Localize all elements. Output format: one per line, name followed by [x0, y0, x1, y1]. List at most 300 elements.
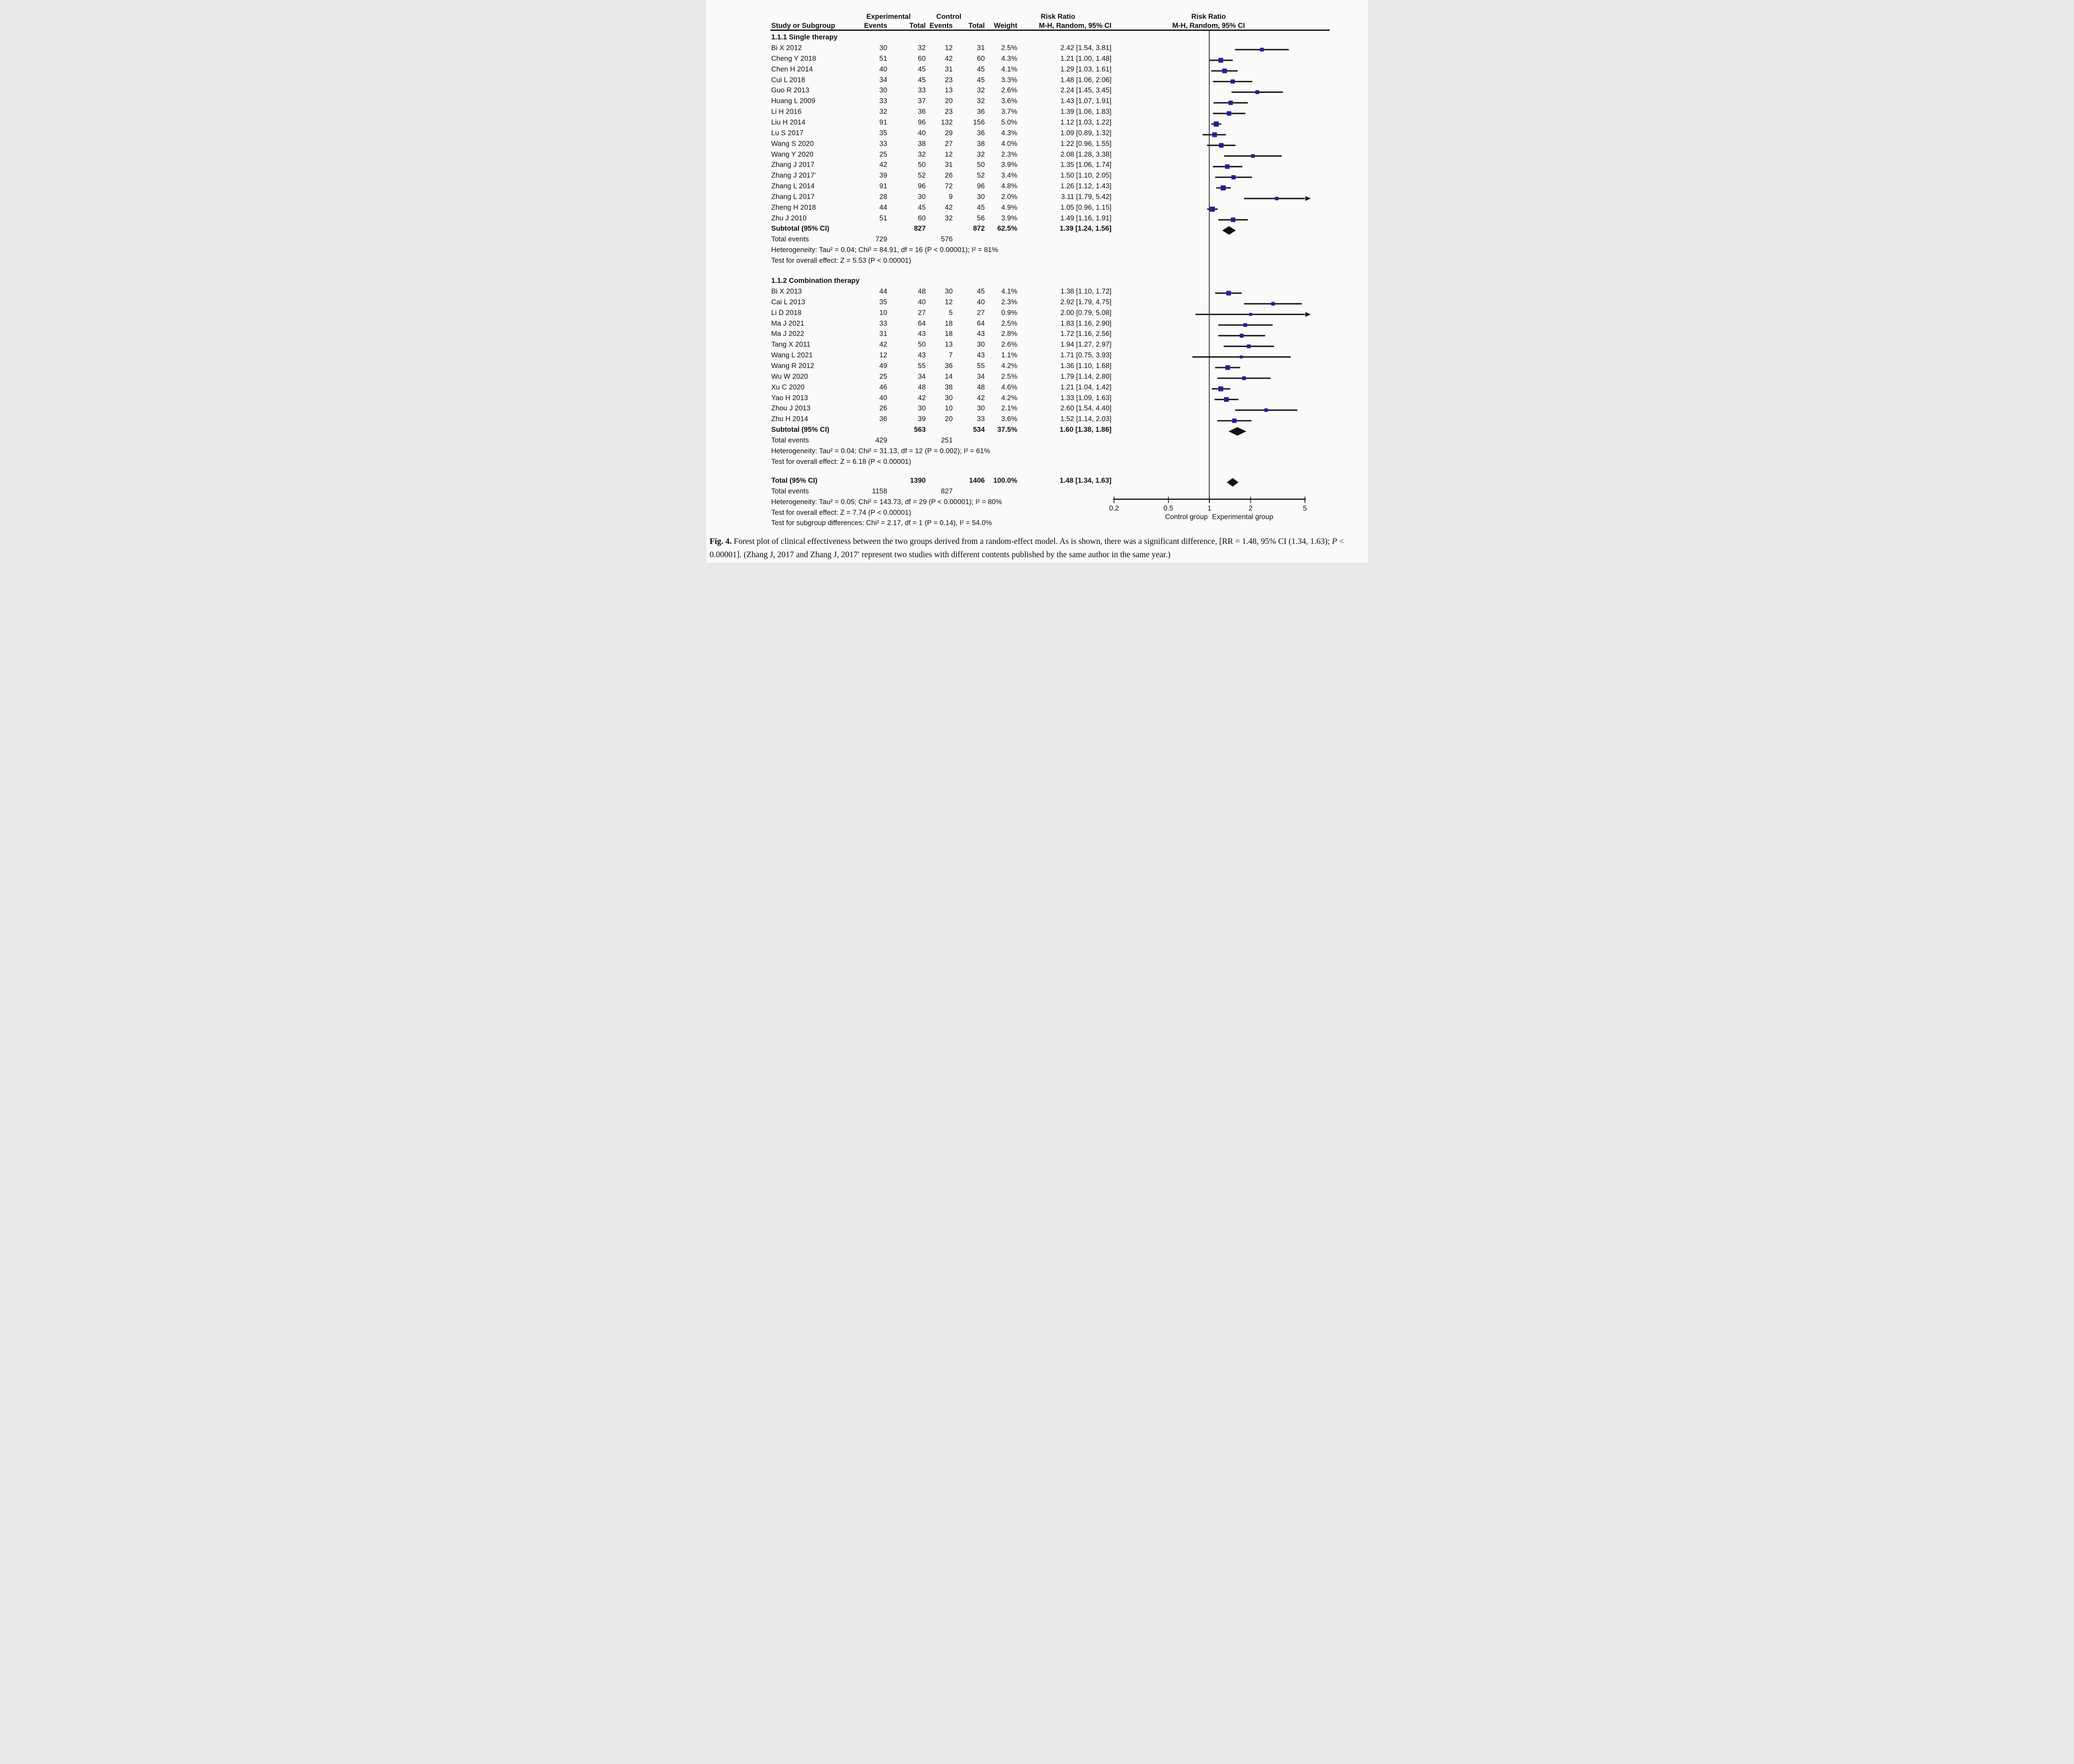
- study-exp-total: 96: [918, 182, 926, 190]
- study-ctrl-total: 38: [977, 140, 985, 148]
- effect-marker: [1247, 344, 1251, 348]
- overall-effect-test: Test for overall effect: Z = 6.18 (P < 0.00001): [771, 457, 911, 466]
- study-label: Wu W 2020: [771, 372, 808, 380]
- axis-tick-label: 1: [1207, 505, 1212, 512]
- study-exp-events: 34: [879, 76, 887, 84]
- study-exp-events: 30: [879, 86, 887, 95]
- effect-marker: [1240, 334, 1244, 338]
- study-rr-ci: 1.38 [1.10, 1.72]: [1060, 288, 1111, 295]
- study-exp-total: 60: [918, 54, 926, 62]
- study-exp-total: 64: [918, 319, 926, 327]
- study-exp-total: 96: [918, 118, 926, 126]
- study-ctrl-total: 50: [977, 161, 985, 169]
- study-ctrl-events: 9: [948, 193, 953, 201]
- study-ctrl-events: 72: [945, 182, 953, 190]
- study-ctrl-total: 36: [977, 108, 985, 116]
- study-weight: 5.0%: [1001, 118, 1017, 126]
- study-ctrl-total: 30: [977, 193, 985, 201]
- heterogeneity-stat: Heterogeneity: Tau² = 0.04; Chi² = 31.13, df = 12 (P = 0.002); I² = 61%: [771, 447, 990, 455]
- study-ctrl-total: 27: [977, 309, 985, 317]
- effect-marker: [1231, 175, 1236, 179]
- study-ctrl-events: 12: [945, 44, 953, 52]
- study-exp-events: 91: [879, 118, 887, 126]
- study-exp-events: 40: [879, 65, 887, 73]
- study-ctrl-events: 42: [945, 54, 953, 62]
- header-ctrl-total: Total: [968, 22, 985, 30]
- axis-tick-label: 2: [1248, 505, 1253, 512]
- effect-marker: [1212, 132, 1217, 137]
- study-ctrl-events: 12: [945, 150, 953, 158]
- study-label: Li D 2018: [771, 309, 802, 317]
- study-rr-ci: 2.42 [1.54, 3.81]: [1060, 44, 1111, 52]
- study-label: Wang L 2021: [771, 351, 813, 359]
- study-exp-events: 30: [879, 44, 887, 52]
- effect-marker: [1275, 197, 1278, 200]
- study-ctrl-events: 31: [945, 161, 953, 169]
- effect-marker: [1228, 101, 1233, 105]
- total-events-ctrl: 576: [941, 235, 953, 244]
- study-rr-ci: 2.08 [1.28, 3.38]: [1060, 150, 1111, 158]
- study-rr-ci: 1.26 [1.12, 1.43]: [1060, 182, 1111, 190]
- study-rr-ci: 1.48 [1.06, 2.06]: [1060, 76, 1111, 84]
- effect-marker: [1222, 68, 1227, 73]
- study-ctrl-events: 36: [945, 362, 953, 370]
- study-ctrl-total: 60: [977, 54, 985, 62]
- subtotal-rr-ci: 1.60 [1.38, 1.86]: [1059, 426, 1111, 434]
- study-exp-total: 36: [918, 108, 926, 116]
- study-exp-total: 60: [918, 214, 926, 222]
- total-events-ctrl: 251: [941, 436, 953, 444]
- study-rr-ci: 1.71 [0.75, 3.93]: [1060, 351, 1111, 359]
- subgroup-differences-test: Test for subgroup differences: Chi² = 2.17, df = 1 (P = 0.14), I² = 54.0%: [771, 519, 992, 527]
- effect-marker: [1264, 408, 1268, 412]
- study-exp-total: 45: [918, 203, 926, 211]
- study-weight: 4.3%: [1001, 54, 1017, 62]
- study-label: Ma J 2021: [771, 319, 805, 327]
- study-rr-ci: 1.21 [1.04, 1.42]: [1060, 383, 1111, 391]
- study-ctrl-total: 33: [977, 415, 985, 423]
- header-study-or-subgroup: Study or Subgroup: [771, 22, 835, 30]
- study-ctrl-total: 32: [977, 86, 985, 95]
- effect-marker: [1232, 419, 1236, 423]
- study-weight: 2.1%: [1001, 404, 1017, 413]
- header-exp-total: Total: [909, 22, 926, 30]
- study-weight: 3.9%: [1001, 161, 1017, 169]
- effect-marker: [1218, 58, 1223, 62]
- study-ctrl-events: 42: [945, 203, 953, 211]
- figure-caption: [710, 535, 1365, 561]
- study-weight: 2.3%: [1001, 298, 1017, 306]
- study-label: Zhou J 2013: [771, 404, 811, 413]
- study-label: Cai L 2013: [771, 298, 805, 306]
- study-ctrl-total: 32: [977, 97, 985, 105]
- study-rr-ci: 1.94 [1.27, 2.97]: [1060, 341, 1111, 349]
- study-label: Yao H 2013: [771, 394, 808, 402]
- header-weight: Weight: [994, 22, 1017, 30]
- effect-marker: [1218, 386, 1223, 391]
- total-exp-total: 1390: [910, 477, 926, 484]
- header-risk-ratio-left: Risk Ratio: [1040, 13, 1076, 21]
- study-label: Huang L 2009: [771, 97, 816, 105]
- study-weight: 3.4%: [1001, 172, 1017, 180]
- study-ctrl-total: 52: [977, 172, 985, 180]
- study-rr-ci: 2.24 [1.45, 3.45]: [1060, 86, 1111, 95]
- study-ctrl-total: 32: [977, 150, 985, 158]
- study-label: Li H 2016: [771, 108, 802, 116]
- subtotal-exp-total: 563: [914, 426, 926, 434]
- effect-marker: [1242, 376, 1246, 380]
- study-ctrl-total: 30: [977, 404, 985, 413]
- study-exp-events: 42: [879, 341, 887, 349]
- effect-marker: [1214, 122, 1219, 127]
- study-exp-total: 37: [918, 97, 926, 105]
- study-ctrl-events: 38: [945, 383, 953, 391]
- effect-marker: [1221, 185, 1226, 190]
- figure-caption-text-1: Forest plot of clinical effectiveness between the two groups derived from a random-effect model. As is shown, there was a significant difference, [RR = 1.48, 95% CI (1.34, 1.63);: [731, 537, 1332, 546]
- study-exp-events: 33: [879, 319, 887, 327]
- effect-marker: [1224, 397, 1229, 402]
- study-exp-total: 33: [918, 86, 926, 95]
- study-exp-total: 30: [918, 193, 926, 201]
- study-rr-ci: 1.52 [1.14, 2.03]: [1060, 415, 1111, 423]
- study-rr-ci: 1.29 [1.03, 1.61]: [1060, 65, 1111, 73]
- study-exp-total: 40: [918, 129, 926, 137]
- grand-overall-effect-test: Test for overall effect: Z = 7.74 (P < 0.00001): [771, 508, 911, 517]
- study-label: Zhang L 2014: [771, 182, 815, 190]
- study-ctrl-total: 55: [977, 362, 985, 370]
- study-exp-events: 35: [879, 129, 887, 137]
- subtotal-ctrl-total: 872: [973, 225, 985, 233]
- study-ctrl-total: 42: [977, 394, 985, 402]
- study-ctrl-events: 29: [945, 129, 953, 137]
- figure-caption-text-2: < 0.00001]. (Zhang J, 2017 and Zhang J, 2017′ represent two studies with different contents published by the same author in the same year.): [710, 537, 1344, 559]
- total-events-exp: 729: [875, 235, 887, 244]
- study-exp-total: 34: [918, 372, 926, 380]
- study-weight: 4.1%: [1001, 288, 1017, 295]
- study-ctrl-events: 23: [945, 76, 953, 84]
- study-label: Zheng H 2018: [771, 203, 816, 211]
- effect-marker: [1231, 217, 1236, 222]
- study-ctrl-total: 156: [973, 118, 985, 126]
- study-ctrl-events: 7: [948, 351, 953, 359]
- grand-heterogeneity-stat: Heterogeneity: Tau² = 0.05; Chi² = 143.73, df = 29 (P < 0.00001); I² = 80%: [771, 498, 1002, 506]
- effect-marker: [1249, 313, 1252, 316]
- total-rr-ci: 1.48 [1.34, 1.63]: [1059, 477, 1111, 484]
- study-label: Tang X 2011: [771, 341, 811, 349]
- figure-caption-p-symbol: P: [1332, 537, 1337, 546]
- study-exp-total: 38: [918, 140, 926, 148]
- study-exp-total: 40: [918, 298, 926, 306]
- study-rr-ci: 1.35 [1.06, 1.74]: [1060, 161, 1111, 169]
- forest-plot-canvas: [706, 0, 1368, 563]
- effect-marker: [1255, 90, 1259, 94]
- study-label: Cheng Y 2018: [771, 54, 816, 62]
- study-rr-ci: 1.33 [1.09, 1.63]: [1060, 394, 1111, 402]
- ci-arrow-right: [1305, 312, 1311, 317]
- header-model-left: M-H, Random, 95% CI: [1039, 22, 1111, 30]
- study-ctrl-total: 45: [977, 76, 985, 84]
- study-ctrl-total: 43: [977, 351, 985, 359]
- study-rr-ci: 2.60 [1.54, 4.40]: [1060, 404, 1111, 413]
- study-exp-events: 91: [879, 182, 887, 190]
- study-weight: 2.3%: [1001, 150, 1017, 158]
- study-ctrl-total: 48: [977, 383, 985, 391]
- subtotal-label: Subtotal (95% CI): [771, 426, 829, 434]
- subtotal-exp-total: 827: [914, 225, 926, 233]
- study-ctrl-events: 14: [945, 372, 953, 380]
- header-model-right: M-H, Random, 95% CI: [1172, 22, 1245, 30]
- subtotal-ctrl-total: 534: [973, 426, 985, 434]
- study-label: Cui L 2018: [771, 76, 805, 84]
- study-weight: 3.7%: [1001, 108, 1017, 116]
- study-ctrl-events: 10: [945, 404, 953, 413]
- study-exp-total: 32: [918, 150, 926, 158]
- study-weight: 4.6%: [1001, 383, 1017, 391]
- header-exp-events: Events: [864, 22, 887, 30]
- study-exp-events: 25: [879, 372, 887, 380]
- study-rr-ci: 1.50 [1.10, 2.05]: [1060, 172, 1111, 180]
- effect-marker: [1219, 143, 1224, 148]
- study-ctrl-total: 56: [977, 214, 985, 222]
- study-weight: 2.5%: [1001, 372, 1017, 380]
- forest-plot-figure: [706, 0, 1368, 563]
- study-ctrl-events: 5: [948, 309, 953, 317]
- study-ctrl-total: 45: [977, 65, 985, 73]
- study-label: Bi X 2012: [771, 44, 802, 52]
- pooled-diamond: [1229, 427, 1246, 436]
- study-label: Wang Y 2020: [771, 150, 814, 158]
- study-exp-events: 44: [879, 288, 887, 295]
- study-label: Liu H 2014: [771, 118, 805, 126]
- study-weight: 0.9%: [1001, 309, 1017, 317]
- study-weight: 3.9%: [1001, 214, 1017, 222]
- total-ctrl-total: 1406: [969, 477, 985, 484]
- study-weight: 4.1%: [1001, 65, 1017, 73]
- study-exp-total: 50: [918, 161, 926, 169]
- axis-tick-label: 0.2: [1109, 505, 1119, 512]
- study-weight: 3.6%: [1001, 415, 1017, 423]
- grand-total-events-ctrl: 827: [941, 487, 953, 495]
- grand-total-events-exp: 1158: [872, 487, 887, 495]
- study-exp-events: 40: [879, 394, 887, 402]
- subtotal-weight: 37.5%: [997, 426, 1017, 434]
- study-exp-events: 12: [879, 351, 887, 359]
- study-label: Guo R 2013: [771, 86, 809, 95]
- study-weight: 4.2%: [1001, 394, 1017, 402]
- study-exp-events: 42: [879, 161, 887, 169]
- study-exp-total: 50: [918, 341, 926, 349]
- study-ctrl-events: 30: [945, 394, 953, 402]
- total-events-exp: 429: [875, 436, 887, 444]
- study-rr-ci: 1.43 [1.07, 1.91]: [1060, 97, 1111, 105]
- effect-marker: [1243, 323, 1247, 327]
- study-ctrl-total: 31: [977, 44, 985, 52]
- study-exp-total: 39: [918, 415, 926, 423]
- axis-tick-label: 0.5: [1163, 505, 1174, 512]
- study-exp-events: 10: [879, 309, 887, 317]
- study-rr-ci: 3.11 [1.79, 5.42]: [1061, 193, 1111, 201]
- study-ctrl-events: 132: [941, 118, 953, 126]
- study-exp-events: 36: [879, 415, 887, 423]
- study-ctrl-total: 36: [977, 129, 985, 137]
- study-exp-total: 43: [918, 330, 926, 338]
- total-weight: 100.0%: [993, 477, 1017, 484]
- study-rr-ci: 1.22 [0.96, 1.55]: [1060, 140, 1111, 148]
- total-label: Total (95% CI): [771, 477, 817, 484]
- effect-marker: [1226, 291, 1231, 296]
- study-weight: 2.8%: [1001, 330, 1017, 338]
- study-rr-ci: 1.79 [1.14, 2.80]: [1060, 372, 1111, 380]
- axis-label-control-group: Control group: [1165, 513, 1208, 521]
- total-events-label: Total events: [771, 235, 809, 244]
- study-exp-total: 43: [918, 351, 926, 359]
- effect-marker: [1251, 154, 1254, 157]
- effect-marker: [1225, 365, 1230, 370]
- overall-effect-test: Test for overall effect: Z = 5.53 (P < 0.00001): [771, 257, 911, 264]
- study-ctrl-total: 30: [977, 341, 985, 349]
- effect-marker: [1271, 302, 1275, 306]
- subtotal-label: Subtotal (95% CI): [771, 225, 829, 233]
- study-label: Zhang L 2017: [771, 193, 815, 201]
- study-weight: 4.2%: [1001, 362, 1017, 370]
- effect-marker: [1225, 164, 1230, 169]
- study-exp-total: 55: [918, 362, 926, 370]
- study-weight: 2.6%: [1001, 341, 1017, 349]
- study-exp-total: 45: [918, 65, 926, 73]
- study-weight: 4.8%: [1001, 182, 1017, 190]
- section-title: 1.1.2 Combination therapy: [771, 277, 860, 285]
- study-ctrl-events: 31: [945, 65, 953, 73]
- study-exp-events: 33: [879, 97, 887, 105]
- study-label: Wang S 2020: [771, 140, 814, 148]
- study-exp-total: 48: [918, 383, 926, 391]
- study-weight: 4.9%: [1001, 203, 1017, 211]
- figure-caption-label: Fig. 4.: [710, 537, 732, 546]
- study-label: Zhu J 2010: [771, 214, 807, 222]
- study-ctrl-events: 12: [945, 298, 953, 306]
- axis-tick-label: 5: [1303, 505, 1307, 512]
- study-ctrl-events: 20: [945, 97, 953, 105]
- study-exp-total: 45: [918, 76, 926, 84]
- study-exp-total: 52: [918, 172, 926, 180]
- study-rr-ci: 2.92 [1.79, 4.75]: [1060, 298, 1111, 306]
- study-weight: 3.6%: [1001, 97, 1017, 105]
- study-ctrl-events: 20: [945, 415, 953, 423]
- study-ctrl-total: 45: [977, 203, 985, 211]
- study-exp-events: 44: [879, 203, 887, 211]
- study-rr-ci: 1.83 [1.16, 2.90]: [1060, 319, 1111, 327]
- study-exp-events: 51: [879, 214, 887, 222]
- study-weight: 2.6%: [1001, 86, 1017, 95]
- study-exp-events: 46: [879, 383, 887, 391]
- study-ctrl-events: 30: [945, 288, 953, 295]
- study-exp-events: 39: [879, 172, 887, 180]
- study-weight: 2.0%: [1001, 193, 1017, 201]
- study-ctrl-total: 43: [977, 330, 985, 338]
- study-weight: 3.3%: [1001, 76, 1017, 84]
- header-ctrl-events: Events: [929, 22, 953, 30]
- study-exp-total: 27: [918, 309, 926, 317]
- study-exp-total: 32: [918, 44, 926, 52]
- study-exp-events: 31: [879, 330, 887, 338]
- total-events-label: Total events: [771, 436, 809, 444]
- grand-total-events-label: Total events: [771, 487, 809, 495]
- study-label: Ma J 2022: [771, 330, 805, 338]
- study-exp-events: 26: [879, 404, 887, 413]
- study-rr-ci: 1.12 [1.03, 1.22]: [1060, 118, 1111, 126]
- study-weight: 1.1%: [1001, 351, 1017, 359]
- study-exp-events: 35: [879, 298, 887, 306]
- study-weight: 2.5%: [1001, 44, 1017, 52]
- study-label: Zhang J 2017: [771, 161, 814, 169]
- pooled-diamond: [1227, 478, 1239, 487]
- effect-marker: [1210, 207, 1215, 212]
- study-ctrl-events: 13: [945, 341, 953, 349]
- study-weight: 2.5%: [1001, 319, 1017, 327]
- study-rr-ci: 1.39 [1.06, 1.83]: [1060, 108, 1111, 116]
- subtotal-weight: 62.5%: [997, 225, 1017, 233]
- study-rr-ci: 1.21 [1.00, 1.48]: [1060, 54, 1111, 62]
- ci-arrow-right: [1305, 196, 1311, 201]
- study-ctrl-events: 26: [945, 172, 953, 180]
- study-ctrl-events: 18: [945, 330, 953, 338]
- study-label: Zhu H 2014: [771, 415, 808, 423]
- pooled-diamond: [1222, 226, 1236, 235]
- effect-marker: [1240, 356, 1243, 359]
- study-label: Chen H 2014: [771, 65, 813, 73]
- study-label: Zhang J 2017': [771, 172, 816, 180]
- study-label: Wang R 2012: [771, 362, 814, 370]
- study-exp-events: 49: [879, 362, 887, 370]
- study-exp-events: 33: [879, 140, 887, 148]
- study-exp-events: 51: [879, 54, 887, 62]
- effect-marker: [1230, 80, 1235, 84]
- header-experimental-group: Experimental: [866, 13, 911, 21]
- subtotal-rr-ci: 1.39 [1.24, 1.56]: [1059, 225, 1111, 233]
- study-weight: 4.3%: [1001, 129, 1017, 137]
- study-ctrl-events: 27: [945, 140, 953, 148]
- effect-marker: [1227, 111, 1231, 116]
- study-exp-events: 25: [879, 150, 887, 158]
- study-label: Bi X 2013: [771, 288, 802, 295]
- study-ctrl-total: 96: [977, 182, 985, 190]
- study-exp-total: 42: [918, 394, 926, 402]
- study-exp-events: 32: [879, 108, 887, 116]
- study-ctrl-total: 34: [977, 372, 985, 380]
- study-exp-total: 48: [918, 288, 926, 295]
- study-weight: 4.0%: [1001, 140, 1017, 148]
- effect-marker: [1260, 48, 1264, 52]
- study-rr-ci: 1.72 [1.16, 2.56]: [1060, 330, 1111, 338]
- study-ctrl-total: 40: [977, 298, 985, 306]
- study-label: Xu C 2020: [771, 383, 805, 391]
- study-rr-ci: 1.09 [0.89, 1.32]: [1060, 129, 1111, 137]
- study-label: Lu S 2017: [771, 129, 804, 137]
- header-control-group: Control: [936, 13, 962, 21]
- study-rr-ci: 1.05 [0.96, 1.15]: [1060, 203, 1111, 211]
- study-exp-total: 30: [918, 404, 926, 413]
- heterogeneity-stat: Heterogeneity: Tau² = 0.04; Chi² = 84.91, df = 16 (P < 0.00001); I² = 81%: [771, 246, 998, 254]
- study-rr-ci: 2.00 [0.79, 5.08]: [1060, 309, 1111, 317]
- header-risk-ratio-right: Risk Ratio: [1191, 13, 1226, 21]
- study-rr-ci: 1.49 [1.16, 1.91]: [1060, 214, 1111, 222]
- study-rr-ci: 1.36 [1.10, 1.68]: [1060, 362, 1111, 370]
- study-ctrl-total: 45: [977, 288, 985, 295]
- section-title: 1.1.1 Single therapy: [771, 33, 838, 41]
- study-exp-events: 28: [879, 193, 887, 201]
- study-ctrl-events: 13: [945, 86, 953, 95]
- study-ctrl-total: 64: [977, 319, 985, 327]
